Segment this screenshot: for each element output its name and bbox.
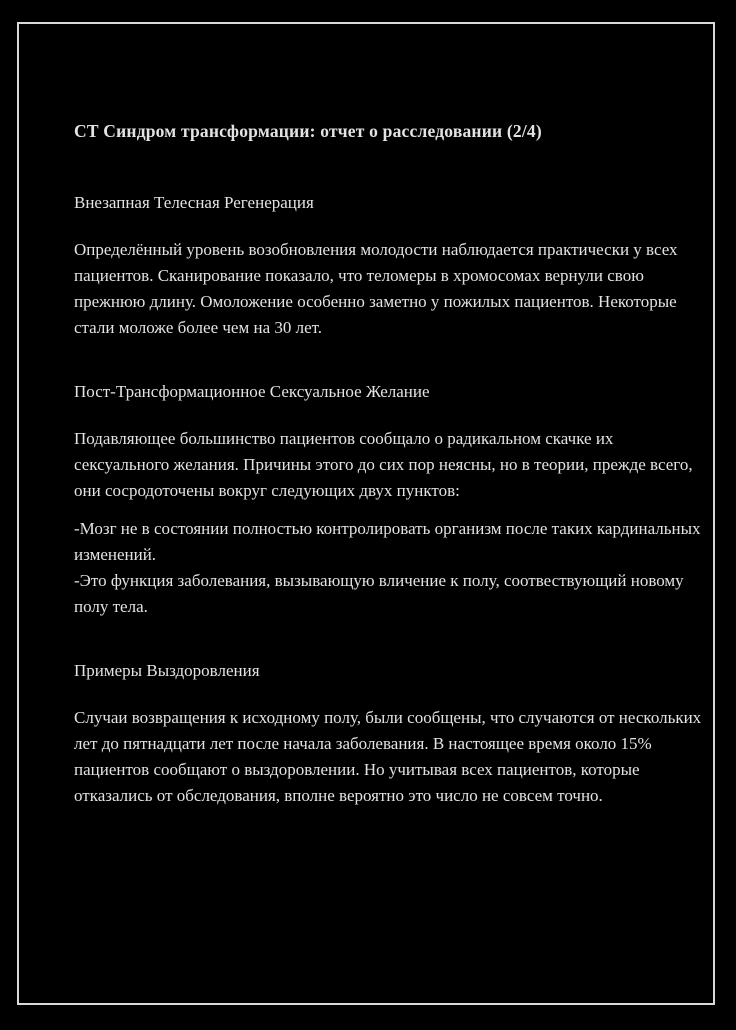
bullet-list [74,516,706,620]
section-body-text: Случаи возвращения к исходному полу, были сообщены, что случаются от нескольких лет до пятнадцати лет после начала заболевания. В настоящее время около 15% пациентов сообщают о выздоровлении. Но учитывая всех пациентов, которые отказались от обследования, вполне вероятно это число не совсем точно. [74,708,702,805]
section-desire [74,379,706,620]
section-body-text: Определённый уровень возобновления молодости наблюдается практически у всех пациентов. Сканирование показало, что теломеры в хромосомах вернули свою прежнюю длину. Омоложение особенно заметно у пожилых пациентов. Некоторые стали моложе более чем на 30 лет. [74,240,678,337]
section-regeneration [74,190,706,341]
section-body-text: Подавляющее большинство пациентов сообщало о радикальном скачке их сексуального желания. Причины этого до сих пор неясны, но в теории, прежде всего, они сосродоточены вокруг следующих двух пунктов: [74,429,693,500]
page-border-frame [17,22,715,1005]
section-recovery [74,658,706,809]
document-title: СТ Синдром трансформации: отчет о расследовании (2/4) [74,121,542,141]
document-content [74,118,706,847]
bullet-item: -Мозг не в состоянии полностью контролировать организм после таких кардинальных изменений. [74,519,701,564]
section-heading: Внезапная Телесная Регенерация [74,193,314,212]
section-heading: Примеры Выздоровления [74,661,260,680]
section-heading: Пост-Трансформационное Сексуальное Желание [74,382,430,401]
bullet-item: -Это функция заболевания, вызывающую вличение к полу, соотвествующий новому полу тела. [74,571,684,616]
